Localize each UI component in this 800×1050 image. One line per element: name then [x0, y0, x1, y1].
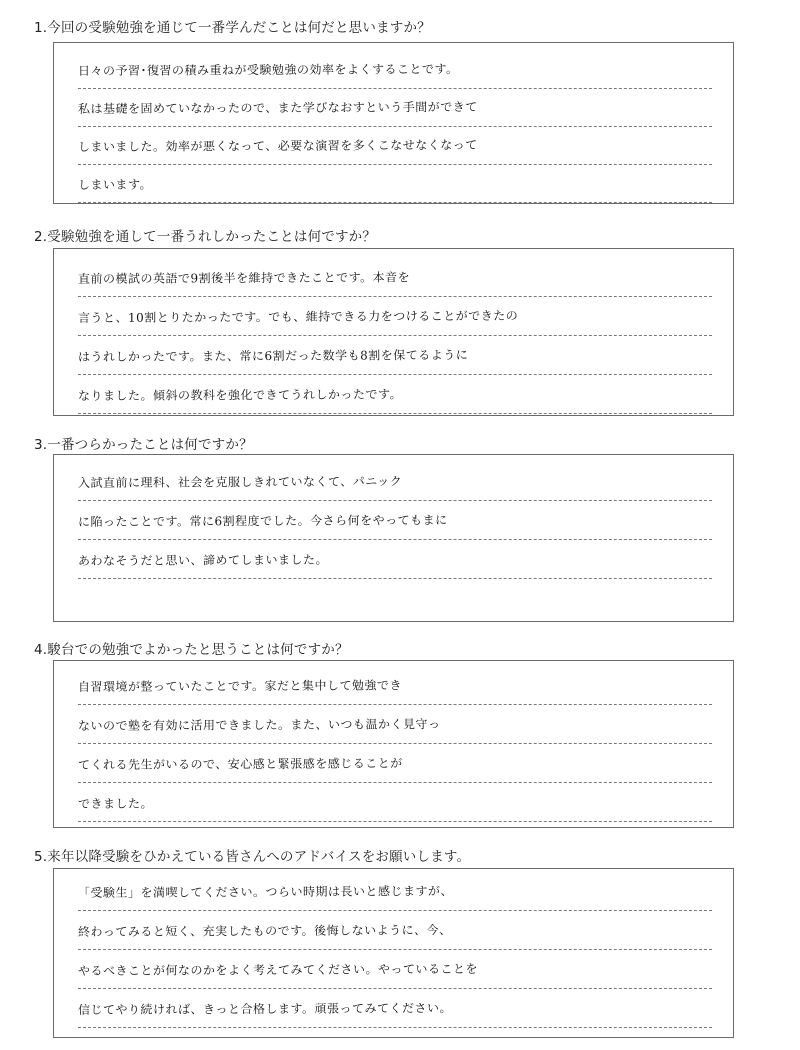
answer-box-5: [53, 868, 734, 1038]
answer-box-2: [53, 248, 734, 416]
answer-line: [78, 89, 712, 127]
answer-text: できました。: [77, 796, 153, 812]
answer-line: [78, 298, 712, 336]
answer-text: 信じてやり続ければ、きっと合格します。頑張ってみてください。: [77, 1001, 453, 1018]
answer-line: [78, 951, 712, 989]
answer-text: 私は基礎を固めていなかったので、また学びなおすという手間ができて: [77, 99, 478, 117]
answer-line: [78, 337, 712, 375]
answer-text: しまいました。効率が悪くなって、必要な演習を多くこなせなくなって: [77, 137, 478, 155]
question-5: 5.来年以降受験をひかえている皆さんへのアドバイスをお願いします。: [34, 849, 471, 865]
answer-line: [78, 784, 712, 822]
answer-text: てくれる先生がいるので、安心感と緊張感を感じることが: [77, 756, 403, 773]
answer-line: [78, 376, 712, 414]
answer-line: [78, 745, 712, 783]
answer-text: 自習環境が整っていたことです。家だと集中して勉強でき: [77, 678, 403, 695]
question-1: 1.今回の受験勉強を通じて一番学んだことは何だと思いますか？: [34, 20, 431, 36]
answer-text: なりました。傾斜の教科を強化できてうれしかったです。: [77, 387, 403, 404]
answer-line: [78, 541, 712, 579]
answer-text: あわなそうだと思い、諦めてしまいました。: [77, 552, 328, 569]
answer-box-3: [53, 454, 734, 622]
question-2: 2.受験勉強を通して一番うれしかったことは何ですか？: [34, 229, 377, 245]
answer-text: しまいます。: [77, 177, 153, 193]
answer-text: 直前の模試の英語で9割後半を維持できたことです。本音を: [77, 270, 411, 287]
answer-text: 「受験生」を満喫してください。つらい時期は長いと感じますが、: [77, 884, 453, 901]
answer-line: [78, 873, 712, 911]
answer-line: [78, 706, 712, 744]
question-3: 3.一番つらかったことは何ですか？: [34, 437, 253, 453]
answer-line: [78, 259, 712, 297]
answer-text: 入試直前に理科、社会を克服しきれていなくて、パニック: [77, 474, 403, 491]
answer-text: 終わってみると短く、充実したものです。後悔しないように、今、: [77, 923, 452, 940]
answer-text: に陥ったことです。常に6割程度でした。今さら何をやってもまに: [77, 513, 448, 530]
answer-text: はうれしかったです。また、常に6割だった数学も8割を保てるように: [77, 347, 469, 365]
question-4: 4.駿台での勉強でよかったと思うことは何ですか？: [34, 642, 349, 658]
answer-line: [78, 463, 712, 501]
answer-line: [78, 165, 712, 203]
answer-line: [78, 502, 712, 540]
answer-box-4: [53, 660, 734, 828]
answer-text: 日々の予習･復習の積み重ねが受験勉強の効率をよくすることです。: [77, 62, 459, 79]
answer-line: [78, 127, 712, 165]
answer-text: 言うと、10割とりたかったです。でも、維持できる力をつけることができたの: [77, 308, 519, 326]
answer-line: [78, 912, 712, 950]
answer-box-1: [53, 42, 734, 204]
answer-line: [78, 51, 712, 89]
answer-line: [78, 990, 712, 1028]
answer-text: やるべきことが何なのかをよく考えてみてください。やっていることを: [77, 961, 478, 979]
answer-line: [78, 667, 712, 705]
answer-text: ないので塾を有効に活用できました。また、いつも温かく見守っ: [77, 717, 441, 734]
